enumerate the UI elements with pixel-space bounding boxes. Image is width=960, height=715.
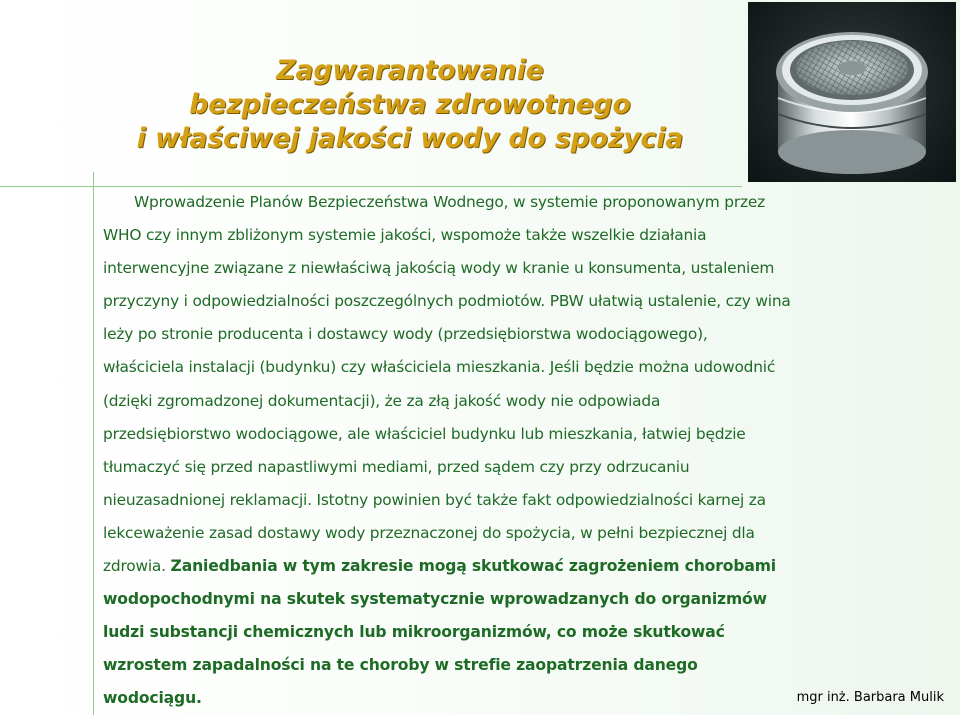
body-line: leży po stronie producenta i dostawcy wody (przedsiębiorstwa wodociągowego), (103, 325, 708, 344)
body-line-bold: wzrostem zapadalności na te choroby w strefie zaopatrzenia danego (103, 656, 698, 675)
body-line: właściciela instalacji (budynku) czy właściciela mieszkania. Jeśli będzie można udowodnić (103, 358, 776, 377)
body-line-bold: wodociągu. (103, 689, 202, 708)
body-line: przyczyny i odpowiedzialności poszczególnych podmiotów. PBW ułatwią ustalenie, czy wina (103, 292, 791, 311)
author-credit: mgr inż. Barbara Mulik (796, 690, 944, 705)
body-line: WHO czy innym zbliżonym systemie jakości, wspomoże także wszelkie działania (103, 226, 707, 245)
body-line-bold: ludzi substancji chemicznych lub mikroorganizmów, co może skutkować (103, 623, 725, 642)
body-text-normal: zdrowia. (103, 557, 171, 576)
decorative-vertical-line (93, 172, 94, 715)
title-line-3: i właściwej jakości wody do spożycia (136, 123, 684, 154)
slide-title (100, 54, 720, 156)
body-line: (dzięki zgromadzonej dokumentacji), że za złą jakość wody nie odpowiada (103, 391, 661, 410)
body-line: tłumaczyć się przed napastliwymi mediami, przed sądem czy przy odrzucaniu (103, 457, 690, 476)
body-line-bold: wodopochodnymi na skutek systematycznie wprowadzanych do organizmów (103, 590, 767, 609)
body-text-bold: Zaniedbania w tym zakresie mogą skutkować zagrożeniem chorobami (170, 557, 776, 576)
body-line: lekceważenie zasad dostawy wody przeznaczonej do spożycia, w pełni bezpiecznej dla (103, 523, 755, 542)
title-line-2: bezpieczeństwa zdrowotnego (189, 89, 631, 120)
title-line-1: Zagwarantowanie (276, 55, 544, 86)
body-line (103, 550, 959, 583)
faucet-aerator-photo (748, 2, 956, 182)
aerator-image-icon (748, 2, 956, 182)
body-line: przedsiębiorstwo wodociągowe, ale właściciel budynku lub mieszkania, łatwiej będzie (103, 424, 746, 443)
body-paragraph (103, 186, 959, 715)
body-line: Wprowadzenie Planów Bezpieczeństwa Wodnego, w systemie proponowanym przez (134, 193, 765, 211)
body-line: nieuzasadnionej reklamacji. Istotny powinien być także fakt odpowiedzialności karnej za (103, 490, 766, 509)
body-line: interwencyjne związane z niewłaściwą jakością wody w kranie u konsumenta, ustaleniem (103, 259, 775, 278)
